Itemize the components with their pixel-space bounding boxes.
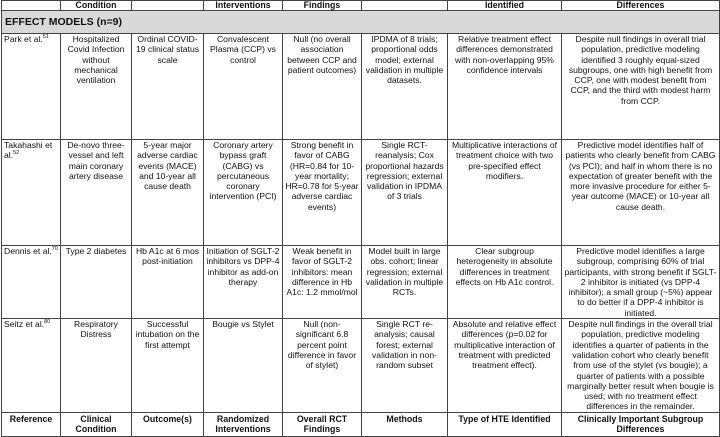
differences-cell: Despite null findings in overall trial population, predictive modeling identified 3 roughly equal-sized subgroups, one with high benefit from CCP, one with modest benefit from CCP, and the third with modest harm from CCP.: [562, 34, 720, 140]
effect-models-table: [1, 0, 720, 437]
condition-cell: Respiratory Distress: [61, 319, 132, 413]
reference-cell: [2, 140, 61, 246]
footer-differences: Clinically Important Subgroup Differences: [562, 412, 720, 436]
section-row: [2, 11, 720, 34]
interventions-cell: Convalescent Plasma (CCP) vs control: [204, 34, 283, 140]
differences-cell: Predictive model identifies a large subgroup, comprising 60% of trial participants, with strong benefit if SGLT-2 inhibitor is initiated (vs DPP-4 inhibitor); a small group (~5%) appear to do better if a DPP-4 inhibitor is initiated.: [562, 246, 720, 319]
header-differences: Differences: [562, 1, 720, 11]
footer-condition: Clinical Condition: [61, 412, 132, 436]
footer-identified: Type of HTE Identified: [448, 412, 562, 436]
reference-superscript: 80: [44, 319, 51, 326]
header-blank: [132, 1, 204, 11]
identified-cell: Absolute and relative effect differences (p=0.02 for multiplicative interaction of treatment with predicted treatment effect).: [448, 319, 562, 413]
methods-cell: Model built in large obs. cohort; linear regression; external validation in multiple RCTs.: [362, 246, 448, 319]
findings-cell: Strong benefit in favor of CABG (HR=0.84 for 10-year mortality; HR=0.78 for 5-year adverse cardiac events): [283, 140, 362, 246]
table-row: [2, 246, 720, 319]
interventions-cell: Bougie vs Stylet: [204, 319, 283, 413]
header-row: [2, 1, 720, 11]
methods-cell: Single RCT re-analysis; causal forest; external validation in non-random subset: [362, 319, 448, 413]
footer-interventions: Randomized Interventions: [204, 412, 283, 436]
interventions-cell: Coronary artery bypass graft (CABG) vs percutaneous coronary intervention (PCI): [204, 140, 283, 246]
reference-superscript: 51: [42, 34, 49, 41]
differences-cell: Predictive model identifies half of patients who clearly benefit from CABG (vs PCI); and half in whom there is no expectation of greater benefit with the more invasive procedure for either 5-year outcome (MACE) or 10-year all cause death.: [562, 140, 720, 246]
differences-cell: Despite null findings in the overall trial population, predictive modeling identifies a quarter of patients in the validation cohort who clearly benefit from use of the stylet (vs bougie); a quarter of patients with a possible marginally better result when bougie is used; with no treatment effect differences in the remainder.: [562, 319, 720, 413]
outcome-cell: Ordinal COVID-19 clinical status scale: [132, 34, 204, 140]
table-row: [2, 34, 720, 140]
header-findings: Findings: [283, 1, 362, 11]
reference-superscript: 70: [51, 246, 58, 253]
header-condition: Condition: [61, 1, 132, 11]
header-blank: [2, 1, 61, 11]
header-blank: [362, 1, 448, 11]
outcome-cell: 5-year major adverse cardiac events (MACE) and 10-year all cause death: [132, 140, 204, 246]
footer-outcome: Outcome(s): [132, 412, 204, 436]
reference-text: Park et al.: [4, 34, 43, 44]
header-interventions: Interventions: [204, 1, 283, 11]
reference-superscript: 52: [13, 150, 20, 157]
footer-row: [2, 412, 720, 436]
footer-reference: Reference: [2, 412, 61, 436]
interventions-cell: Initiation of SGLT-2 inhibitors vs DPP-4 inhibitor as add-on therapy: [204, 246, 283, 319]
identified-cell: Multiplicative interactions of treatment choice with two pre-specified effect modifiers.: [448, 140, 562, 246]
reference-cell: [2, 246, 61, 319]
table-row: [2, 140, 720, 246]
reference-cell: [2, 34, 61, 140]
condition-cell: De-novo three-vessel and left main coronary artery disease: [61, 140, 132, 246]
footer-findings: Overall RCT Findings: [283, 412, 362, 436]
reference-cell: [2, 319, 61, 413]
header-identified: Identified: [448, 1, 562, 11]
section-title: EFFECT MODELS (n=9): [2, 11, 720, 34]
condition-cell: Hospitalized Covid Infection without mechanical ventilation: [61, 34, 132, 140]
footer-methods: Methods: [362, 412, 448, 436]
reference-text: Takahashi et al.: [4, 140, 53, 161]
identified-cell: Relative treatment effect differences demonstrated with non-overlapping 95% confidence intervals: [448, 34, 562, 140]
outcome-cell: Successful intubation on the first attempt: [132, 319, 204, 413]
methods-cell: Single RCT-reanalysis; Cox proportional hazards regression; external validation in IPDMA of 3 trials: [362, 140, 448, 246]
outcome-cell: Hb A1c at 6 mos post-initiation: [132, 246, 204, 319]
condition-cell: Type 2 diabetes: [61, 246, 132, 319]
table-row: [2, 319, 720, 413]
findings-cell: Null (no overall association between CCP and patient outcomes): [283, 34, 362, 140]
reference-text: Seitz et al.: [4, 319, 45, 330]
identified-cell: Clear subgroup heterogeneity in absolute differences in treatment effects on Hb A1c control.: [448, 246, 562, 319]
reference-text: Dennis et al.: [4, 246, 52, 256]
findings-cell: Null (non-significant 6.8 percent point difference in favor of stylet): [283, 319, 362, 413]
methods-cell: IPDMA of 8 trials; proportional odds model; external validation in multiple datasets.: [362, 34, 448, 140]
findings-cell: Weak benefit in favor of SGLT-2 inhibitors: mean difference in Hb A1c: 1.2 mmol/mol: [283, 246, 362, 319]
